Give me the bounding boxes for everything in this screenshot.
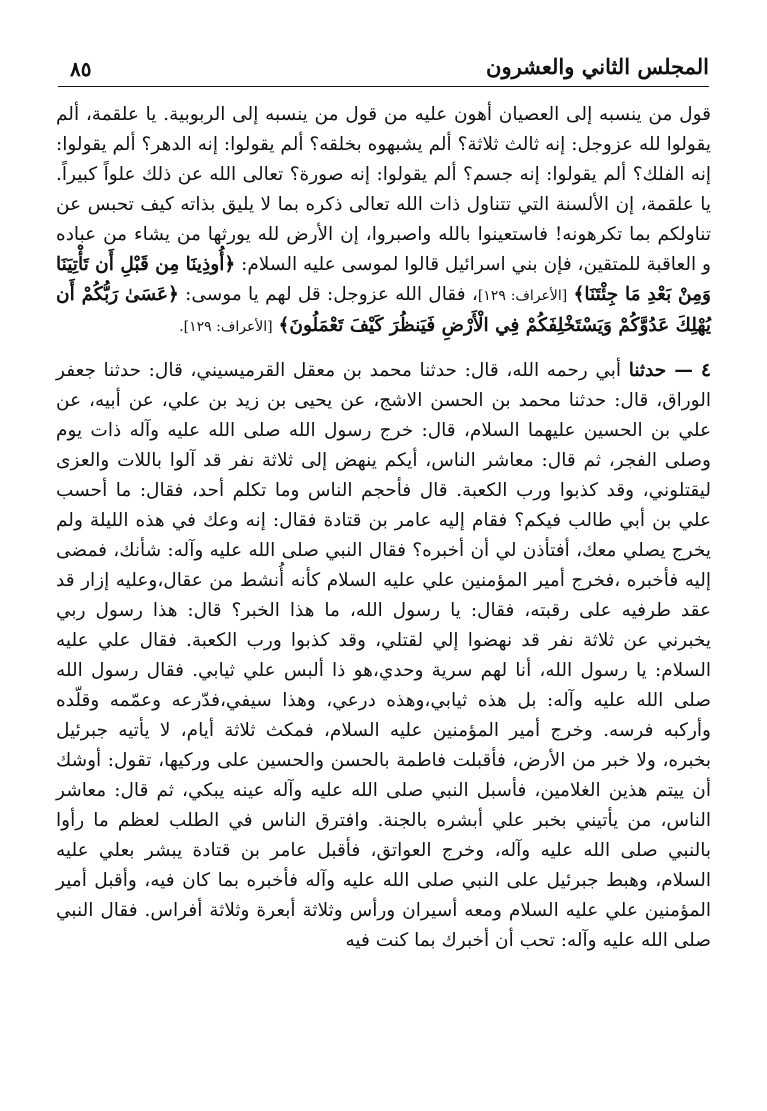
quran-verse-2: ﴿عَسَىٰ رَبُّكُمْ أَن يُهْلِكَ عَدُوَّكُمْ وَيَسْتَخْلِفَكُمْ فِي الْأَرْضِ فَيَنظُرَ كَيْفَ تَعْمَلُونَ﴾	[56, 284, 711, 336]
quran-verse-1: ﴿أُوذِينَا مِن قَبْلِ أَن تَأْتِيَنَا وَمِنْ بَعْدِ مَا جِئْتَنَا﴾	[56, 254, 711, 305]
page-number: ٨٥	[70, 57, 92, 81]
paragraph-1-intro: قول من ينسبه إلى العصيان أهون عليه من قول من ينسبه إلى الربوبية. يا علقمة، ألم يقولوا لله عزوجل: إنه ثالث ثلاثة؟ ألم يشبهوه بخلقه؟ ألم يقولوا: إنه الدهر؟ ألم يقولوا: إنه الفلك؟ ألم يقولوا: إنه جسم؟ ألم يقولوا: إنه صورة؟ تعالى الله عن ذلك علواً كبيراً. يا علقمة، إن الألسنة التي تتناول ذات الله تعالى ذكره بما لا يليق بذاته كيف تحبس عن تناولكم بما تكرهونه! فاستعينوا بالله واصبروا، إن الأرض لله يورثها من يشاء من عباده و العاقبة للمتقين، فإن بني اسرائيل قالوا لموسى عليه السلام:	[56, 104, 711, 275]
page-header	[58, 52, 709, 87]
hadith-number: ٤ — حدثنا	[628, 360, 711, 381]
paragraph-1-mid: ، فقال الله عزوجل: قل لهم يا موسى:	[185, 284, 478, 305]
verse-reference-1: [الأعراف: ١٢٩]	[477, 288, 568, 304]
paragraph-1	[56, 100, 711, 342]
verse-reference-2: [الأعراف: ١٢٩].	[179, 319, 273, 335]
body-text	[56, 100, 711, 956]
running-head: المجلس الثاني والعشرون	[486, 54, 709, 79]
paragraph-2	[56, 356, 711, 956]
paragraph-2-text: أبي رحمه الله، قال: حدثنا محمد بن معقل القرميسيني، قال: حدثنا جعفر الوراق، قال: حدثنا محمد بن الحسن الاشج، عن يحيى بن زيد بن علي، عن أبيه، عن علي بن الحسين عليهما السلام، قال: خرج رسول الله صلى الله عليه وآله ذات يوم وصلى الفجر، ثم قال: معاشر الناس، أيكم ينهض إلى ثلاثة نفر قد آلوا باللات والعزى ليقتلوني، وقد كذبوا ورب الكعبة. قال فأحجم الناس وما تكلم أحد، فقال: ما أحسب علي بن أبي طالب فيكم؟ فقام إليه عامر بن قتادة فقال: إنه وعك في هذه الليلة ولم يخرج يصلي معك، أفتأذن لي أن أخبره؟ فقال النبي صلى الله عليه وآله: شأنك، فمضى إليه فأخبره ،فخرج أمير المؤمنين علي عليه السلام كأنه أُنشط من عقال،وعليه إزار قد عقد طرفيه على رقبته، فقال: يا رسول الله، ما هذا الخبر؟ قال: هذا رسول ربي يخبرني عن ثلاثة نفر قد نهضوا إلي لقتلي، وقد كذبوا ورب الكعبة. فقال علي عليه السلام: يا رسول الله، أنا لهم سرية وحدي،هو ذا ألبس علي ثيابي. فقال رسول الله صلى الله عليه وآله: بل هذه ثيابي،وهذه درعي، وهذا سيفي،فدّرعه وعمّمه وقلّده وأركبه فرسه. وخرج أمير المؤمنين عليه السلام، فمكث ثلاثة أيام، لا يأتيه جبرئيل بخبره، ولا خبر من الأرض، فأقبلت فاطمة بالحسن والحسين على وركيها، تقول: أوشك أن ييتم هذين الغلامين، فأسبل النبي صلى الله عليه وآله عينه يبكي، ثم قال: معاشر الناس، من يأتيني بخبر علي أبشره بالجنة. وافترق الناس في الطلب لعظم ما رأوا بالنبي صلى الله عليه وآله، وخرج العواتق، فأقبل عامر بن قتادة يبشر بعلي عليه السلام، وهبط جبرئيل على النبي صلى الله عليه وآله فأخبره بما كان فيه، وأقبل أمير المؤمنين علي عليه السلام ومعه أسيران ورأس وثلاثة أبعرة وثلاثة أفراس. فقال النبي صلى الله عليه وآله: تحب أن أخبرك بما كنت فيه	[56, 360, 711, 951]
